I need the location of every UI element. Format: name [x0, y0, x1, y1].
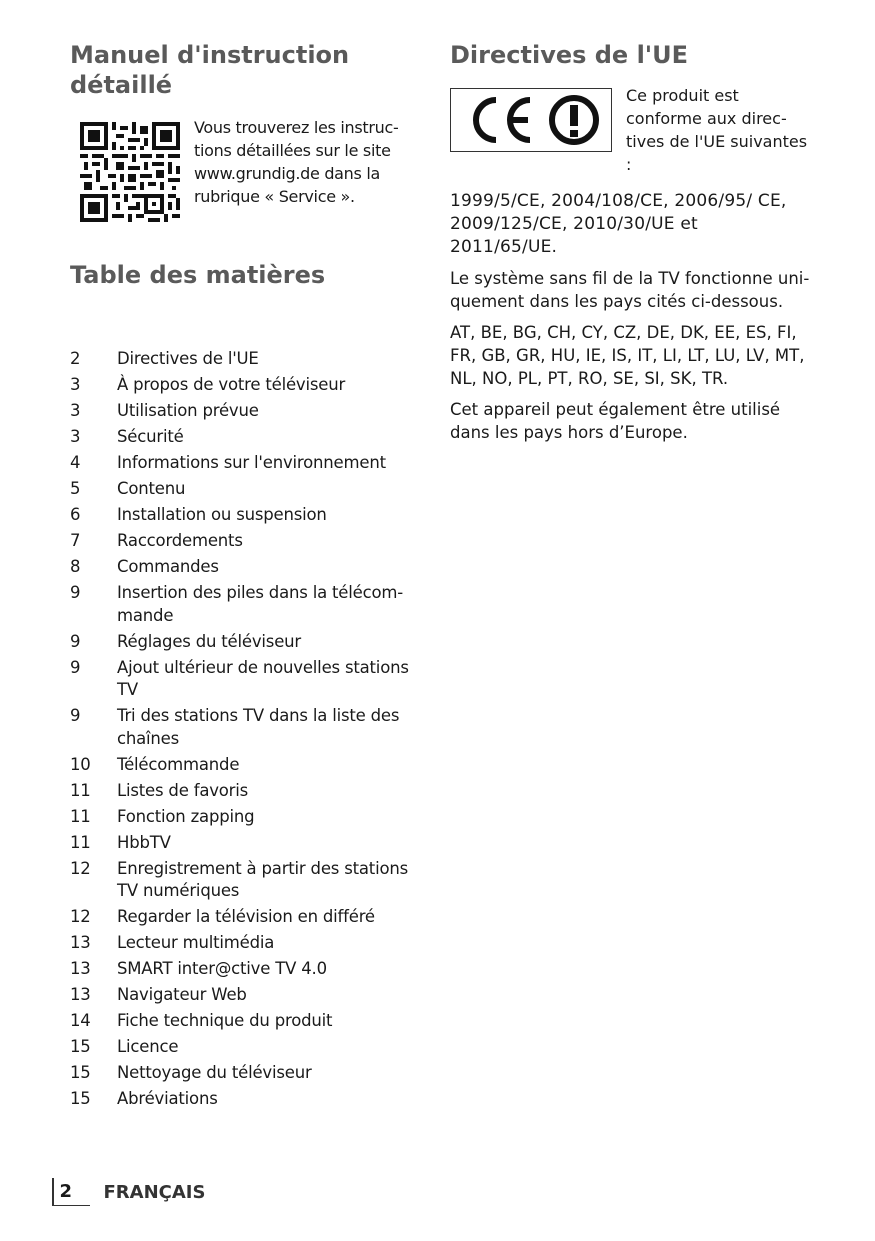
toc-page: 7	[70, 531, 81, 550]
toc-item	[70, 452, 430, 475]
toc-title: HbbTV	[117, 832, 171, 852]
toc-title: Informations sur l'environnement	[117, 453, 386, 472]
toc-title: Insertion des piles dans la télécommande	[117, 583, 404, 625]
toc-item	[70, 426, 430, 449]
toc-title: Licence	[117, 1037, 179, 1056]
toc-page: 6	[70, 505, 81, 524]
toc-item	[70, 530, 430, 553]
toc-page: 9	[70, 657, 81, 677]
eu-wireless-text: Le système sans fil de la TV fonctionne uniquement dans les pays cités ci-dessous.	[450, 269, 810, 311]
toc-item	[70, 1010, 430, 1033]
toc-item	[70, 1088, 430, 1111]
toc-page: 11	[70, 832, 91, 852]
manual-text: Vous trouverez les instructions détaillées sur le site www.grundig.de dans la rubrique « Service ».	[194, 118, 399, 206]
toc-page: 4	[70, 453, 81, 472]
toc-item	[70, 657, 430, 702]
toc-title: Lecteur multimédia	[117, 933, 275, 952]
toc-item	[70, 1036, 430, 1059]
manual-heading: Manuel d'instruction détaillé	[70, 41, 350, 99]
toc-item	[70, 374, 430, 397]
toc-item	[70, 984, 430, 1007]
eu-outside-text: Cet appareil peut également être utilisé dans les pays hors d’Europe.	[450, 400, 781, 442]
toc-item	[70, 348, 430, 371]
toc-item	[70, 958, 430, 981]
toc-title: SMART inter@ctive TV 4.0	[117, 959, 327, 978]
toc-title: Commandes	[117, 557, 219, 576]
toc-item	[70, 858, 430, 903]
toc-page: 11	[70, 780, 91, 800]
toc-page: 15	[70, 1037, 91, 1056]
toc-title: Enregistrement à partir des stations TV numériques	[117, 858, 409, 900]
toc-page: 13	[70, 985, 91, 1004]
toc-title: Tri des stations TV dans la liste des chaînes	[117, 706, 400, 748]
eu-directives: 1999/5/CE, 2004/108/CE, 2006/95/ CE, 2009/125/CE, 2010/30/UE et 2011/65/UE.	[450, 191, 787, 257]
toc-title: Sécurité	[117, 427, 184, 446]
toc-title: Installation ou suspension	[117, 505, 327, 524]
toc-page: 5	[70, 479, 81, 498]
toc-page: 14	[70, 1011, 91, 1030]
toc-page: 9	[70, 631, 81, 651]
page-footer	[52, 1178, 205, 1206]
toc-page: 10	[70, 754, 91, 774]
toc-title: Contenu	[117, 479, 186, 498]
toc-item	[70, 705, 430, 750]
ce-conform-text: Ce produit est conforme aux directives de l'UE suivantes :	[626, 86, 808, 174]
toc-page: 9	[70, 583, 81, 602]
toc-item	[70, 556, 430, 579]
page-number: 2	[54, 1179, 90, 1206]
toc-title: Nettoyage du téléviseur	[117, 1063, 312, 1082]
toc-title: Abréviations	[117, 1089, 218, 1108]
toc-title: Télécommande	[117, 754, 240, 774]
toc-heading: Table des matières	[70, 261, 326, 289]
toc-item	[70, 400, 430, 423]
toc-item	[70, 582, 430, 627]
toc-page: 12	[70, 907, 91, 926]
toc-title: Regarder la télévision en différé	[117, 907, 375, 926]
toc-title: Raccordements	[117, 531, 243, 550]
toc-item	[70, 504, 430, 527]
toc-list	[70, 348, 430, 1111]
eu-heading: Directives de l'UE	[450, 41, 689, 69]
toc-title: Navigateur Web	[117, 985, 247, 1004]
toc-page: 12	[70, 858, 91, 878]
toc-page: 8	[70, 557, 81, 576]
toc-title: Ajout ultérieur de nouvelles stations TV	[117, 657, 409, 699]
ce-block	[450, 88, 810, 176]
toc-page: 15	[70, 1089, 91, 1108]
toc-page: 13	[70, 959, 91, 978]
toc-item	[70, 1062, 430, 1085]
toc-title: Fiche technique du produit	[117, 1011, 333, 1030]
toc-item	[70, 631, 430, 654]
toc-title: Utilisation prévue	[117, 401, 259, 420]
right-column	[450, 40, 810, 452]
toc-page: 3	[70, 401, 81, 420]
toc-title: Fonction zapping	[117, 806, 255, 826]
toc-title: Directives de l'UE	[117, 349, 259, 368]
toc-item	[70, 906, 430, 929]
toc-item	[70, 806, 430, 829]
eu-country-list: AT, BE, BG, CH, CY, CZ, DE, DK, EE, ES, FI, FR, GB, GR, HU, IE, IS, IT, LI, LT, LU, LV, MT, NL, NO, PL, PT, RO, SE, SI, SK, TR.	[450, 323, 805, 388]
toc-title: Listes de favoris	[117, 780, 249, 800]
ce-mark-box	[450, 88, 612, 152]
ce-alert-icon	[456, 92, 606, 148]
toc-page: 3	[70, 375, 81, 394]
toc-item	[70, 832, 430, 855]
toc-item	[70, 780, 430, 803]
toc-item	[70, 478, 430, 501]
toc-page: 9	[70, 706, 81, 725]
toc-item	[70, 932, 430, 955]
toc-item	[70, 754, 430, 777]
toc-page: 11	[70, 806, 91, 826]
qr-code-icon	[80, 122, 180, 222]
toc-page: 2	[70, 349, 81, 368]
footer-language: FRANÇAIS	[103, 1182, 206, 1203]
toc-page: 3	[70, 427, 81, 446]
toc-title: À propos de votre téléviseur	[117, 375, 346, 394]
toc-page: 13	[70, 933, 91, 952]
manual-block	[70, 118, 430, 222]
left-column	[70, 40, 430, 1114]
toc-page: 15	[70, 1063, 91, 1082]
toc-title: Réglages du téléviseur	[117, 631, 301, 651]
